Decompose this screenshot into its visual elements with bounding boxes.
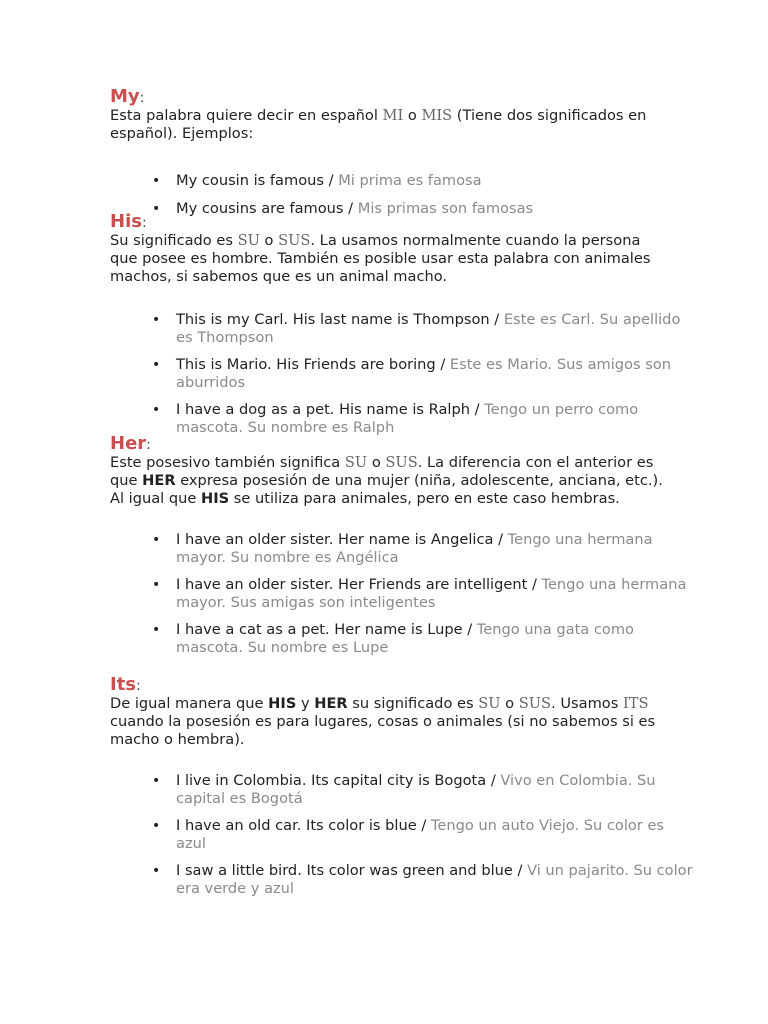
section-paragraph: De igual manera que HIS y HER su significado es SU o SUS. Usamos ITS cuando la posesión es para lugares, cosas o animales (si no sabemos si es macho o hembra). (110, 695, 656, 748)
list-item: • I live in Colombia. Its capital city is Bogota / Vivo en Colombia. Su capital es Bogotá (152, 772, 656, 807)
bullet-icon: • (152, 818, 161, 834)
section-paragraph: Esta palabra quiere decir en español MI o MIS (Tiene dos significados en español). Ejemplos: (110, 107, 647, 142)
bullet-icon: • (152, 173, 161, 189)
section-paragraph: Este posesivo también significa SU o SUS. La diferencia con el anterior es que HER expresa posesión de una mujer (niña, adolescente, anciana, etc.). Al igual que HIS se utiliza para animales, pero en este caso hembras. (110, 454, 663, 507)
list-item: • This is my Carl. His last name is Thompson / Este es Carl. Su apellido es Thompson (152, 311, 681, 346)
list-item: • I have an older sister. Her name is Angelica / Tengo una hermana mayor. Su nombre es Angélica (152, 531, 653, 566)
bullet-icon: • (152, 312, 161, 328)
bullet-icon: • (152, 201, 161, 217)
list-item: • I have an old car. Its color is blue / Tengo un auto Viejo. Su color es azul (152, 817, 665, 852)
bullet-icon: • (152, 357, 161, 373)
list-item: • I have a dog as a pet. His name is Ralph / Tengo un perro como mascota. Su nombre es Ralph (152, 401, 639, 436)
list-item: • My cousin is famous / Mi prima es famosa (152, 172, 482, 189)
section-my (110, 86, 670, 217)
section-heading: His: (110, 211, 147, 232)
section-paragraph: Su significado es SU o SUS. La usamos normalmente cuando la persona que posee es hombre. También es posible usar esta palabra con animales machos, si sabemos que es un animal macho. (110, 232, 651, 285)
bullet-icon: • (152, 402, 161, 418)
section-heading: Its: (110, 674, 141, 695)
section-his (110, 211, 681, 436)
section-heading: Her: (110, 433, 151, 454)
list-item: • This is Mario. His Friends are boring / Este es Mario. Sus amigos son aburridos (152, 356, 671, 391)
bullet-icon: • (152, 622, 161, 638)
list-item: • My cousins are famous / Mis primas son famosas (152, 200, 534, 217)
list-item: • I have a cat as a pet. Her name is Lupe / Tengo una gata como mascota. Su nombre es Lupe (152, 621, 634, 656)
section-heading: My: (110, 86, 145, 107)
list-item: • I saw a little bird. Its color was green and blue / Vi un pajarito. Su color era verde y azul (152, 862, 693, 897)
bullet-icon: • (152, 863, 161, 879)
section-her (110, 433, 687, 656)
bullet-icon: • (152, 577, 161, 593)
list-item: • I have an older sister. Her Friends are intelligent / Tengo una hermana mayor. Sus amigas son inteligentes (152, 576, 687, 611)
section-its (110, 674, 693, 897)
bullet-icon: • (152, 532, 161, 548)
bullet-icon: • (152, 773, 161, 789)
